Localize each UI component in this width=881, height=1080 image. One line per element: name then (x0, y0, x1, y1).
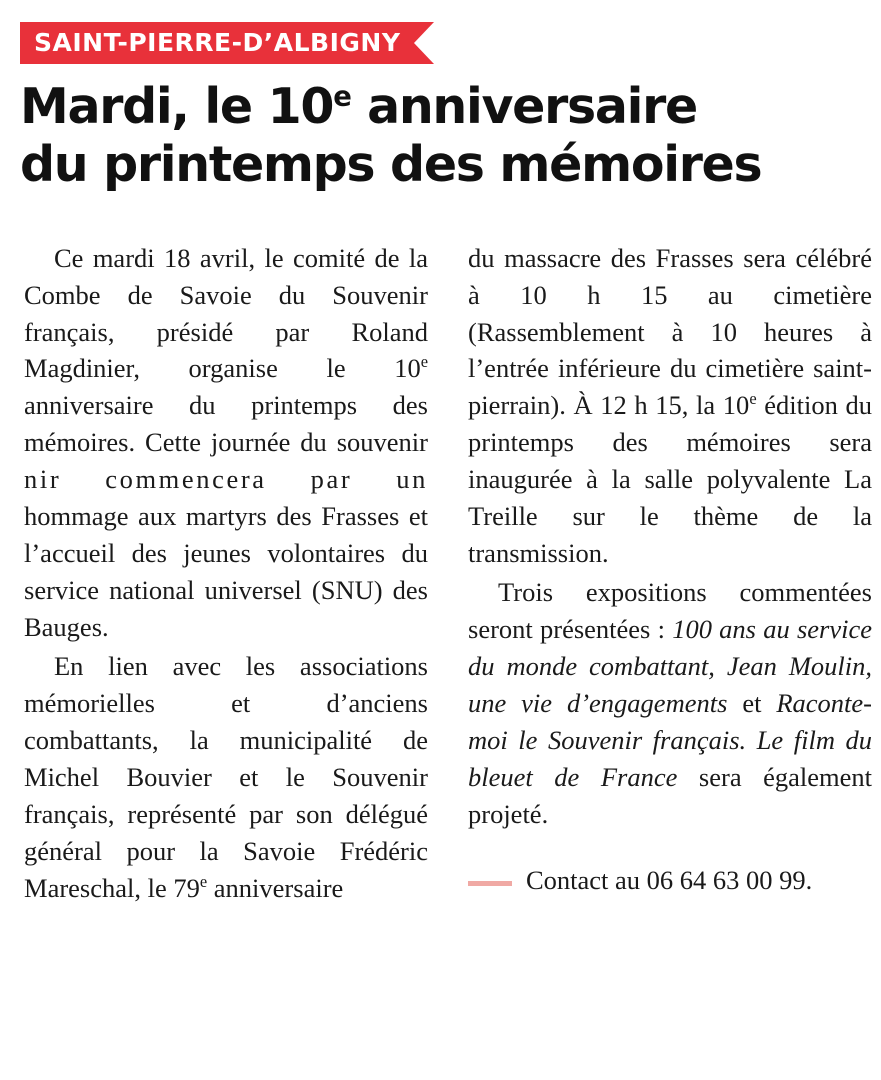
paragraph-left-2-part-a: En lien avec les associations mémorielles et d’anciens combattants, la municipalité de Michel Bouvier et le Souvenir français, représenté par son délégué général pour la Savoie Frédéric Mareschal, le 79 (24, 651, 428, 903)
paragraph-right-2-part-a: Trois expositions commentées seront présentées : (468, 577, 872, 645)
ordinal-suffix-10e: e (420, 352, 428, 372)
paragraph-left-1 (24, 240, 428, 646)
column-left (24, 240, 428, 907)
ordinal-suffix-79e: e (199, 872, 208, 891)
headline-line-1-pre: Mardi, le 10 (20, 78, 334, 135)
paragraph-right-2-part-b: sera également projeté. (468, 761, 872, 829)
contact-block (468, 863, 872, 899)
paragraph-right-1-part-a: du massacre des Frasses sera célébré à 10 h 15 au cimetière (Rassemblement à 10 heures à l’entrée inférieure du cimetière saint-pierrain). À 12 h 15, la 10 (468, 242, 872, 421)
exhibition-title-2: Raconte-moi le Souvenir français. Le film du bleuet de France (468, 688, 873, 792)
headline-line-2: du printemps des mémoires (20, 135, 762, 193)
headline-ordinal-suffix: e (333, 81, 352, 113)
kicker-banner (20, 22, 863, 64)
ordinal-suffix-10e-right: e (749, 389, 757, 409)
contact-rule (468, 881, 512, 886)
paragraph-left-1-part-b: anniversaire du printemps des mémoires. Cette journée du souvenir (24, 390, 428, 458)
page-title (20, 78, 863, 194)
headline-line-1-post: anniversaire (351, 78, 697, 135)
paragraph-left-2 (24, 648, 428, 907)
headline-line-1 (20, 78, 863, 136)
column-right (468, 240, 872, 907)
paragraph-left-1-spaced: nir commencera par un (24, 464, 428, 495)
paragraph-right-1 (468, 240, 872, 573)
paragraph-left-1-part-a: Ce mardi 18 avril, le comité de la Combe de Savoie du Souvenir français, présidé par Roland Magdinier, organise le 10 (24, 242, 428, 384)
paragraph-right-2 (468, 574, 872, 833)
paragraph-right-1-part-b: édition du printemps des mémoires sera inaugurée à la salle polyvalente La Treille sur le thème de la transmission. (468, 390, 872, 569)
exhibition-title-1: 100 ans au service du monde combattant, Jean Moulin, une vie d’engagements (468, 614, 872, 719)
paragraph-right-2-conjunction: et (727, 688, 777, 719)
article-body (18, 240, 873, 907)
paragraph-left-1-part-c: hommage aux martyrs des Frasses et l’accueil des jeunes volontaires du service national universel (SNU) des Bauges. (24, 501, 428, 643)
locality-label: SAINT-PIERRE-D’ALBIGNY (20, 22, 414, 64)
paragraph-left-2-part-b: anniversaire (207, 872, 344, 903)
contact-text: Contact au 06 64 63 00 99. (526, 864, 813, 895)
